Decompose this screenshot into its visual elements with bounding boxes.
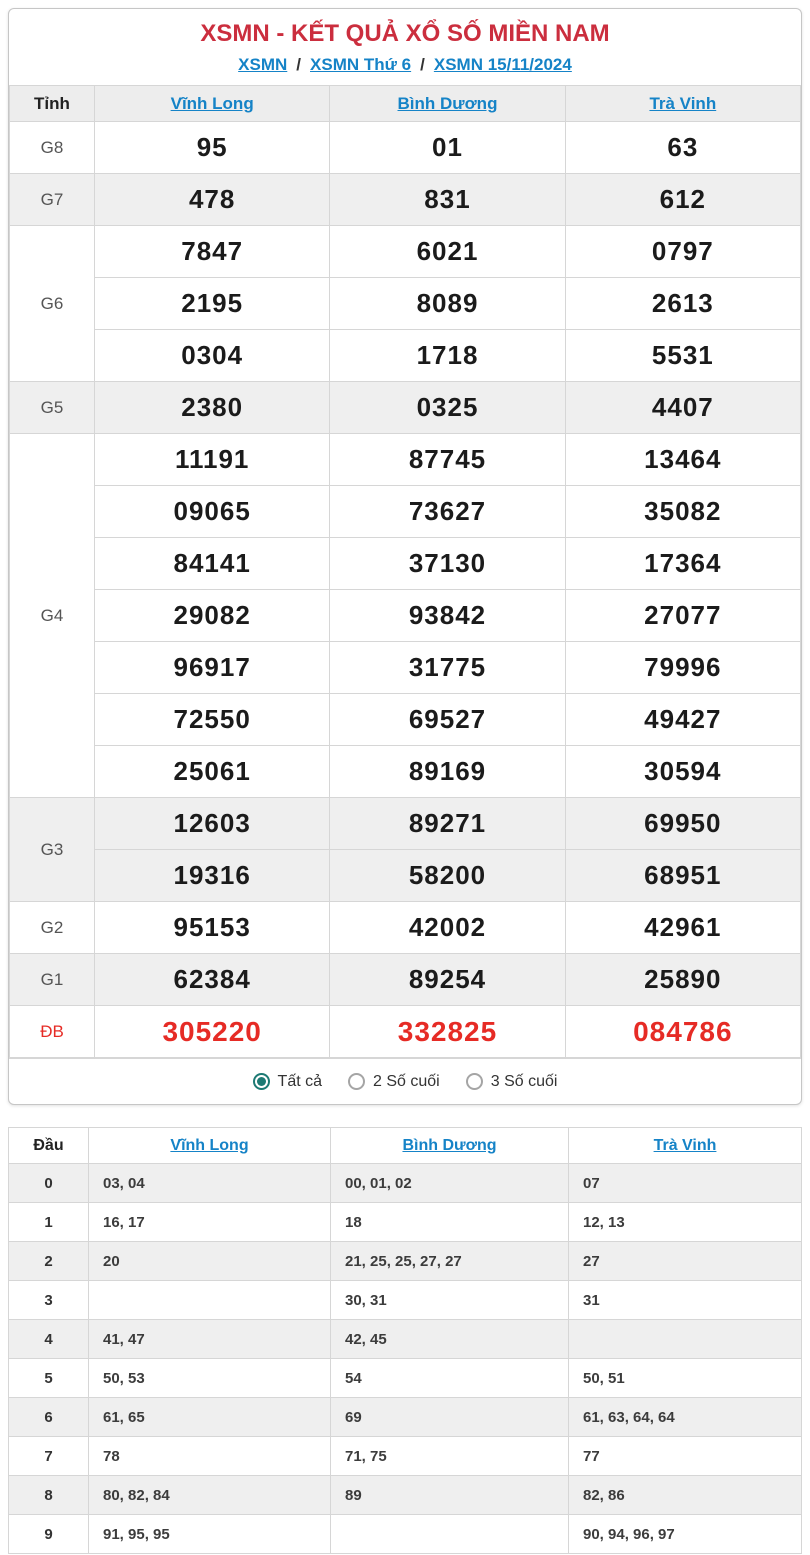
prize-number: 49427 [565,694,800,746]
prize-number: 01 [330,122,565,174]
tail-values: 07 [569,1164,802,1203]
prize-number: 5531 [565,330,800,382]
tail-digit: 9 [9,1515,89,1554]
province-header [330,86,565,122]
tail-values [89,1281,331,1320]
tail-values: 41, 47 [89,1320,331,1359]
prize-label: G7 [10,174,95,226]
tail-digit: 0 [9,1164,89,1203]
tail-values [331,1515,569,1554]
prize-number: 63 [565,122,800,174]
prize-number: 29082 [95,590,330,642]
results-header-row [10,86,801,122]
prize-number: 478 [95,174,330,226]
tail-row [9,1398,802,1437]
prize-number: 89254 [330,954,565,1006]
tails-header-row [9,1128,802,1164]
tail-digit: 1 [9,1203,89,1242]
prize-number: 2613 [565,278,800,330]
province-link-vinh-long[interactable]: Vĩnh Long [170,93,254,113]
filter-radio-option[interactable] [253,1073,322,1091]
prize-number: 2195 [95,278,330,330]
prize-number: 27077 [565,590,800,642]
prize-number: 17364 [565,538,800,590]
tail-values: 27 [569,1242,802,1281]
prize-number: 612 [565,174,800,226]
prize-number: 7847 [95,226,330,278]
prize-number: 12603 [95,798,330,850]
tail-values: 89 [331,1476,569,1515]
tails-section [8,1127,802,1554]
tail-values: 30, 31 [331,1281,569,1320]
prize-label: G5 [10,382,95,434]
prize-number: 0797 [565,226,800,278]
tail-digit: 8 [9,1476,89,1515]
tail-values: 20 [89,1242,331,1281]
prize-number: 19316 [95,850,330,902]
page-title: XSMN - KẾT QUẢ XỔ SỐ MIỀN NAM [200,20,610,48]
tail-values: 61, 63, 64, 64 [569,1398,802,1437]
prize-row [10,486,801,538]
prize-number: 6021 [330,226,565,278]
prize-number: 305220 [95,1006,330,1058]
province-header [89,1128,331,1164]
tails-table-body [9,1164,802,1554]
prize-number: 31775 [330,642,565,694]
prize-number: 84141 [95,538,330,590]
tail-row [9,1203,802,1242]
prize-number: 0325 [330,382,565,434]
prize-number: 68951 [565,850,800,902]
tail-values: 21, 25, 25, 27, 27 [331,1242,569,1281]
tail-values: 03, 04 [89,1164,331,1203]
tails-table [8,1127,802,1554]
prize-number: 95153 [95,902,330,954]
prize-row [10,694,801,746]
corner-label-dau: Đầu [9,1128,89,1164]
prize-row [10,538,801,590]
prize-number: 35082 [565,486,800,538]
prize-number: 11191 [95,434,330,486]
tail-values [569,1320,802,1359]
tail-values: 50, 53 [89,1359,331,1398]
prize-number: 30594 [565,746,800,798]
prize-row [10,174,801,226]
prize-number: 42002 [330,902,565,954]
radio-label: 2 Số cuối [373,1072,440,1090]
filter-radio-option[interactable] [348,1073,440,1091]
prize-row [10,798,801,850]
tail-digit: 2 [9,1242,89,1281]
tail-row [9,1437,802,1476]
prize-label: ĐB [10,1006,95,1058]
tail-digit: 4 [9,1320,89,1359]
tail-values: 82, 86 [569,1476,802,1515]
prize-row [10,382,801,434]
prize-label: G1 [10,954,95,1006]
tail-values: 50, 51 [569,1359,802,1398]
filter-radio-group [9,1058,801,1104]
tails-province-link-tra-vinh[interactable]: Trà Vinh [653,1136,717,1154]
tail-values: 91, 95, 95 [89,1515,331,1554]
prize-row [10,122,801,174]
tail-values: 80, 82, 84 [89,1476,331,1515]
prize-row [10,1006,801,1058]
prize-number: 72550 [95,694,330,746]
tail-row [9,1320,802,1359]
prize-label: G8 [10,122,95,174]
radio-label: 3 Số cuối [490,1072,558,1090]
radio-unselected-icon [348,1073,365,1090]
province-header [331,1128,569,1164]
prize-number: 13464 [565,434,800,486]
prize-row [10,850,801,902]
tail-digit: 3 [9,1281,89,1320]
prize-label: G2 [10,902,95,954]
prize-number: 73627 [330,486,565,538]
tail-values: 31 [569,1281,802,1320]
tail-digit: 7 [9,1437,89,1476]
prize-row [10,226,801,278]
province-header [565,86,800,122]
tail-values: 16, 17 [89,1203,331,1242]
results-table-body [10,122,801,1058]
prize-number: 62384 [95,954,330,1006]
prize-number: 37130 [330,538,565,590]
tails-province-link-binh-duong[interactable]: Bình Dương [402,1136,497,1154]
prize-number: 831 [330,174,565,226]
prize-number: 93842 [330,590,565,642]
breadcrumb [238,55,572,75]
prize-number: 42961 [565,902,800,954]
tail-row [9,1476,802,1515]
prize-row [10,278,801,330]
prize-row [10,590,801,642]
breadcrumb-link-date[interactable]: XSMN 15/11/2024 [433,54,572,74]
breadcrumb-link-xsmn[interactable]: XSMN [238,54,288,74]
tail-values: 69 [331,1398,569,1437]
prize-number: 96917 [95,642,330,694]
prize-label: G3 [10,798,95,902]
tail-values: 61, 65 [89,1398,331,1437]
tail-row [9,1164,802,1203]
prize-number: 89169 [330,746,565,798]
prize-number: 87745 [330,434,565,486]
tail-values: 00, 01, 02 [331,1164,569,1203]
prize-number: 09065 [95,486,330,538]
prize-number: 0304 [95,330,330,382]
results-card [8,8,802,1105]
tail-values: 12, 13 [569,1203,802,1242]
tail-row [9,1242,802,1281]
radio-unselected-icon [466,1073,483,1090]
prize-number: 084786 [565,1006,800,1058]
tail-values: 71, 75 [331,1437,569,1476]
prize-number: 69527 [330,694,565,746]
prize-label: G6 [10,226,95,382]
tail-values: 18 [331,1203,569,1242]
prize-row [10,902,801,954]
tail-values: 78 [89,1437,331,1476]
province-header [569,1128,802,1164]
prize-row [10,954,801,1006]
breadcrumb-separator: / [296,54,302,74]
prize-row [10,642,801,694]
prize-row [10,746,801,798]
prize-number: 1718 [330,330,565,382]
prize-row [10,330,801,382]
tail-values: 77 [569,1437,802,1476]
tail-digit: 6 [9,1398,89,1437]
radio-selected-icon [253,1073,270,1090]
breadcrumb-separator: / [420,54,425,74]
prize-number: 2380 [95,382,330,434]
prize-number: 89271 [330,798,565,850]
card-header [9,9,801,85]
prize-number: 69950 [565,798,800,850]
filter-radio-option[interactable] [466,1073,558,1091]
prize-number: 332825 [330,1006,565,1058]
prize-label: G4 [10,434,95,798]
prize-number: 58200 [330,850,565,902]
tail-digit: 5 [9,1359,89,1398]
tail-row [9,1281,802,1320]
tail-values: 54 [331,1359,569,1398]
breadcrumb-link-weekday[interactable]: XSMN Thứ 6 [310,54,412,74]
prize-number: 79996 [565,642,800,694]
tails-province-link-vinh-long[interactable]: Vĩnh Long [170,1136,249,1154]
province-link-tra-vinh[interactable]: Trà Vinh [649,93,717,113]
prize-number: 4407 [565,382,800,434]
prize-row [10,434,801,486]
prize-number: 25061 [95,746,330,798]
tail-values: 42, 45 [331,1320,569,1359]
prize-number: 25890 [565,954,800,1006]
corner-label-tinh: Tỉnh [10,86,95,122]
tail-values: 90, 94, 96, 97 [569,1515,802,1554]
province-link-binh-duong[interactable]: Bình Dương [397,93,498,113]
radio-label: Tất cả [277,1072,323,1090]
results-table [9,85,801,1058]
tail-row [9,1359,802,1398]
prize-number: 95 [95,122,330,174]
province-header [95,86,330,122]
prize-number: 8089 [330,278,565,330]
tail-row [9,1515,802,1554]
